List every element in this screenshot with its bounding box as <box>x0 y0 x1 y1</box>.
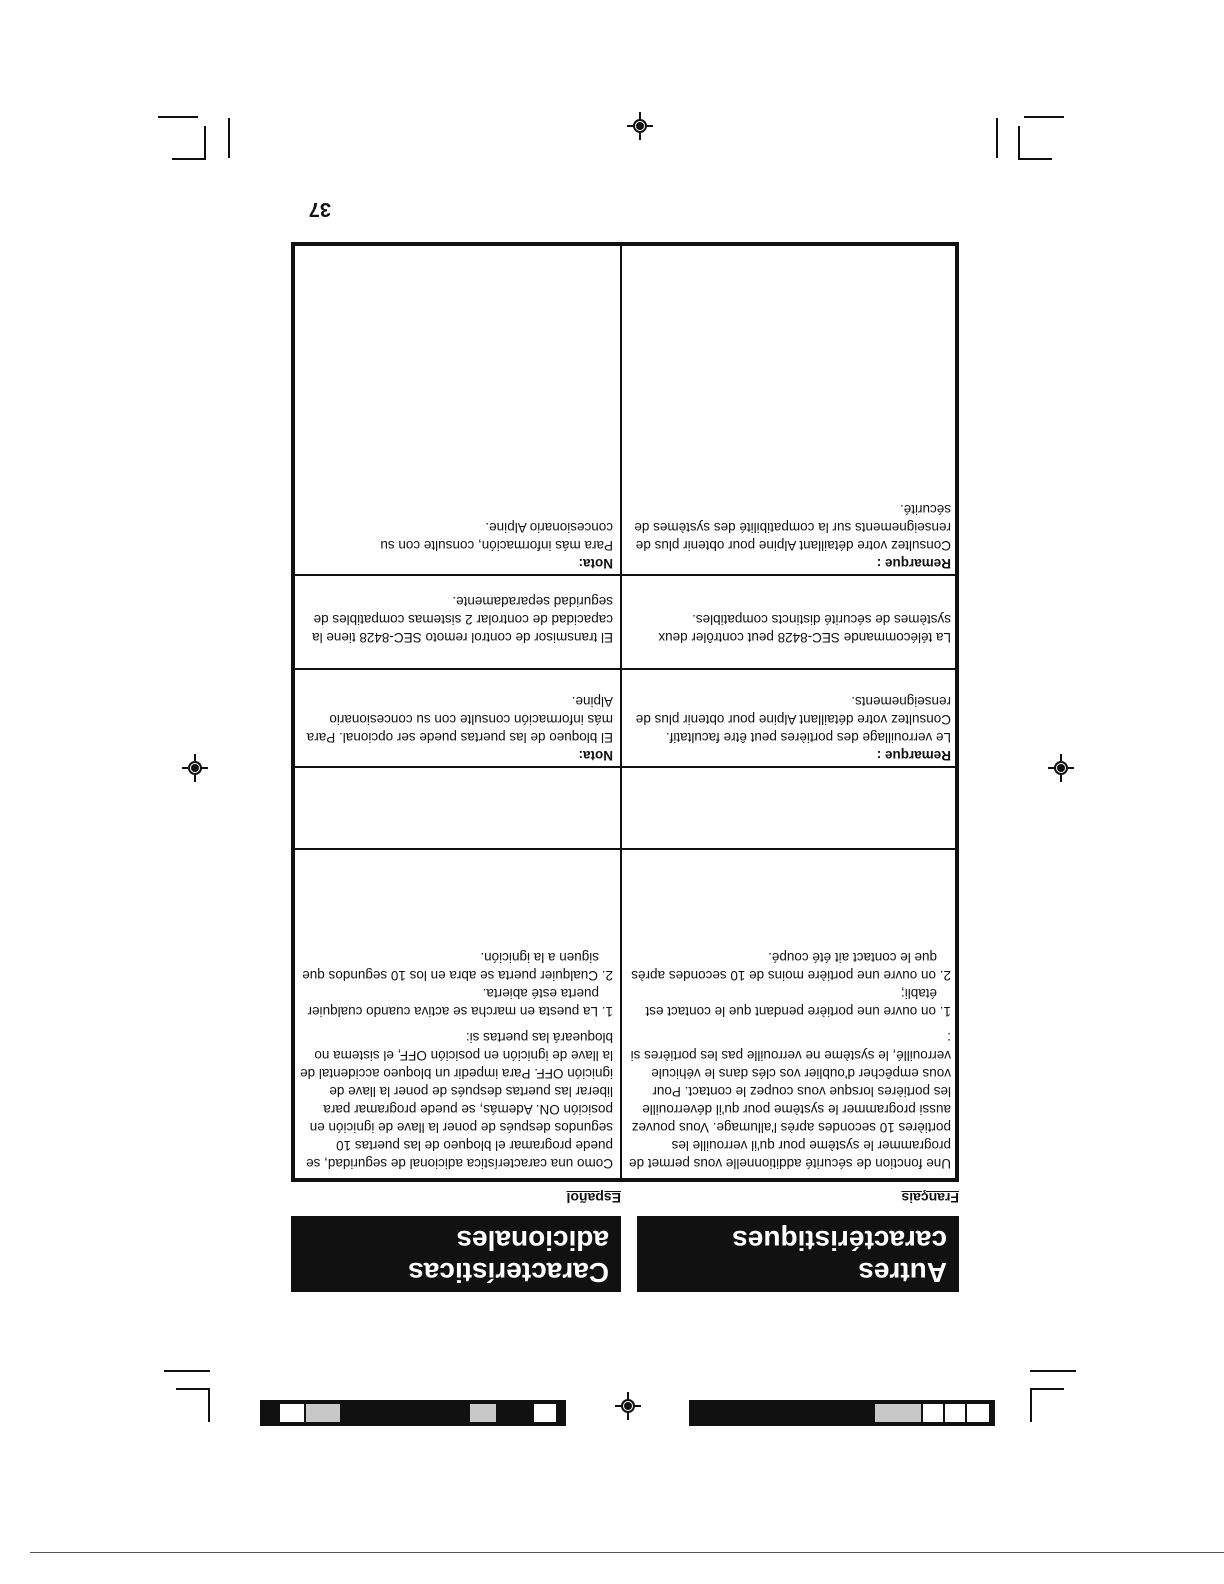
french-note-text: Le verrouillage des portières peut être facultatif. Consultez votre détaillant Alpine pour obtenir plus de renseignements. <box>635 694 951 745</box>
french-note-compatibility <box>629 500 951 572</box>
french-note2-text: Consultez votre détaillant Alpine pour obtenir plus de renseignements sur la compatibilité des systèmes de sécurité. <box>634 502 951 553</box>
spanish-condition-2: 2. Cualquier puerta se abra en los 10 segundos que siguen a la ignición. <box>302 950 613 983</box>
page-number: 37 <box>308 198 331 220</box>
crop-mark <box>208 1388 210 1422</box>
scan-edge-line <box>30 1552 1224 1553</box>
spanish-remote-capability <box>297 592 613 646</box>
french-title-line2: caractéristiques <box>732 1225 947 1256</box>
crop-mark <box>164 1370 210 1372</box>
crop-mark <box>1018 126 1020 160</box>
french-title-line1: Autres <box>858 1257 947 1288</box>
row-divider <box>291 574 955 576</box>
french-condition-1: 1. on ouvre une portière pendant que le contact est établi; <box>645 986 951 1019</box>
density-bar <box>689 1400 995 1426</box>
crop-mark <box>204 126 206 160</box>
spanish-note2-text: Para más información, consulte con su concesionario Alpine. <box>380 520 613 553</box>
spanish-note-door-locking <box>297 692 613 764</box>
crop-mark <box>1024 116 1064 118</box>
row-divider <box>291 766 955 768</box>
spanish-title-line1: Características <box>408 1257 609 1288</box>
french-note-door-locking <box>629 692 951 764</box>
crop-mark <box>996 118 998 158</box>
crop-mark <box>228 118 230 158</box>
crop-mark <box>1030 1370 1076 1372</box>
french-security-feature <box>629 948 951 1172</box>
french-remote-text: La télécommande SEC-8428 peut contrôler deux systèmes de sécurité distincts compatibles. <box>658 612 951 645</box>
spanish-remote-text: El transmisor de control remoto SEC-8428 tiene la capacidad de controlar 2 sistemas compatibles de seguridad separadamente. <box>312 594 613 645</box>
spanish-lang-label: Español <box>566 1190 621 1206</box>
crop-mark <box>1018 158 1052 160</box>
density-bar <box>260 1400 566 1426</box>
french-lang-label: Français <box>901 1190 959 1206</box>
french-note2-heading: Remarque : <box>876 556 951 571</box>
spanish-security-feature <box>297 948 613 1172</box>
row-divider <box>291 668 955 670</box>
spanish-condition-1: 1. La puesta en marcha se activa cuando cualquier puerta esté abierta. <box>307 986 613 1019</box>
french-intro-text: Une fonction de sécurité additionnelle vous permet de programmer le système pour qu'il verrouille les portières 10 secondes après l'allumage. Vous pouvez aussi programmer le système pour qu'il déverrouille les portières lorsque vous coupez le contact. Pour vous empêcher d'oublier vos clés dans le véhicule verrouillé, le système ne verrouille pas les portières si : <box>629 1030 951 1171</box>
content-table <box>291 242 959 1182</box>
french-note-heading: Remarque : <box>876 748 951 763</box>
french-remote-capability <box>629 610 951 646</box>
column-divider <box>620 246 622 1178</box>
spanish-intro-text: Como una característica adicional de seguridad, se puede programar el bloqueo de las puertas 10 segundos después de poner la llave de ignición en posición ON. Además, se puede programar para liberar las puertas después de poner la llave de ignición OFF. Para impedir un bloqueo accidental de la llave de ignición en posición OFF, el sistema no bloqueará las puertas si: <box>300 1030 613 1171</box>
row-divider <box>291 848 955 850</box>
crop-mark <box>172 158 206 160</box>
crop-mark <box>1030 1388 1064 1390</box>
spanish-note-compatibility <box>297 518 613 572</box>
crop-mark <box>176 1388 210 1390</box>
spanish-note-heading: Nota: <box>578 748 613 763</box>
french-condition-2: 2. on ouvre une portière moins de 10 secondes après que le contact ait été coupé. <box>631 950 951 983</box>
spanish-note2-heading: Nota: <box>578 556 613 571</box>
spanish-title-line2: adicionales <box>456 1225 609 1256</box>
spanish-note-text: El bloqueo de las puertas puede ser opcional. Para más información consulte con su concesionario Alpine. <box>306 694 613 745</box>
spanish-title <box>291 1216 621 1292</box>
french-title <box>637 1216 959 1292</box>
crop-mark <box>1030 1388 1032 1422</box>
crop-mark <box>158 116 198 118</box>
